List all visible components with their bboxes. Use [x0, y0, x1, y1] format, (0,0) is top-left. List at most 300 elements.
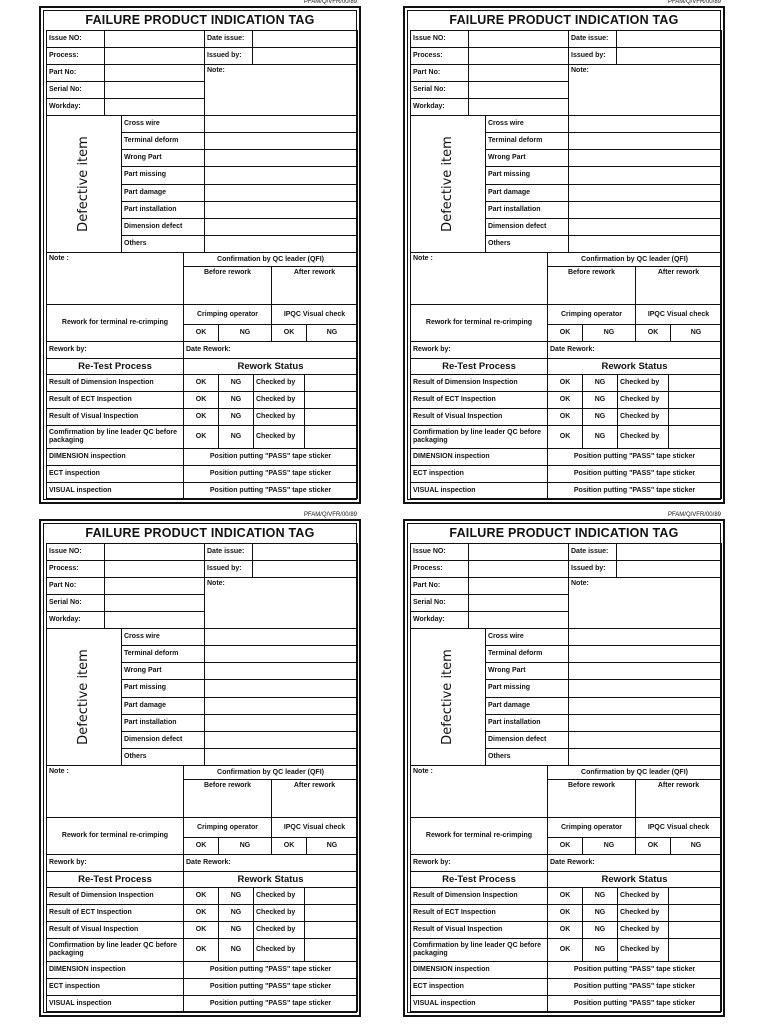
checked-by-field[interactable] — [304, 425, 358, 448]
defective-item-field[interactable] — [568, 662, 722, 679]
final-inspection-label: DIMENSION inspection — [410, 961, 547, 978]
serial-no-field[interactable] — [468, 594, 568, 611]
process-field[interactable] — [468, 560, 568, 577]
pass-sticker-area[interactable]: Position putting "PASS" tape sticker — [183, 961, 358, 978]
retest-ok-box[interactable]: OK — [547, 374, 582, 391]
defective-item-field[interactable] — [204, 184, 358, 201]
defective-item-label: Wrong Part — [485, 149, 568, 166]
tag-grid — [410, 543, 722, 1013]
after-rework-cell[interactable] — [635, 779, 722, 817]
crimping-operator-label: Crimping operator — [183, 304, 271, 324]
defective-item-field[interactable] — [568, 628, 722, 645]
crimping-ok-box[interactable]: OK — [547, 324, 582, 341]
date-issue-label: Date issue: — [204, 30, 252, 47]
part-no-label: Part No: — [410, 577, 468, 594]
serial-no-label: Serial No: — [46, 594, 104, 611]
retest-process-header: Re-Test Process — [410, 871, 547, 887]
date-rework-label: Date Rework: — [547, 854, 722, 871]
issued-by-label: Issued by: — [568, 560, 616, 577]
issue-no-label: Issue NO: — [410, 30, 468, 47]
issued-by-label: Issued by: — [204, 560, 252, 577]
process-label: Process: — [46, 560, 104, 577]
rework-terminal-label: Rework for terminal re-crimping — [410, 304, 547, 341]
retest-ok-box[interactable]: OK — [547, 921, 582, 938]
crimping-operator-label: Crimping operator — [547, 304, 635, 324]
defective-item-label: Wrong Part — [121, 662, 204, 679]
note-label: Note : — [49, 768, 69, 775]
checked-by-field[interactable] — [304, 408, 358, 425]
document-code: PFAM/Q/VFR/00/89 — [667, 0, 721, 5]
tag-frame — [403, 519, 725, 1017]
retest-row-label: Result of Dimension Inspection — [410, 887, 547, 904]
tag-title: FAILURE PRODUCT INDICATION TAG — [449, 13, 679, 27]
tag-title: FAILURE PRODUCT INDICATION TAG — [85, 526, 315, 540]
serial-no-label: Serial No: — [46, 81, 104, 98]
defective-item-field[interactable] — [204, 235, 358, 252]
retest-ng-box[interactable]: NG — [582, 408, 617, 425]
rework-terminal-label: Rework for terminal re-crimping — [410, 817, 547, 854]
part-no-label: Part No: — [410, 64, 468, 81]
tag-card-bottom-right — [403, 513, 729, 1015]
retest-row-label: Comfirmation by line leader QC before packaging — [410, 938, 547, 961]
retest-row-label: Result of ECT Inspection — [410, 391, 547, 408]
defective-item-field[interactable] — [568, 731, 722, 748]
before-rework-label: Before rework — [203, 269, 252, 276]
retest-ng-box[interactable]: NG — [218, 425, 253, 448]
after-rework-cell[interactable] — [271, 779, 358, 817]
defective-item-field[interactable] — [568, 115, 722, 132]
note-top-label: Note: — [207, 580, 225, 587]
retest-ng-box[interactable]: NG — [218, 408, 253, 425]
date-issue-label: Date issue: — [204, 543, 252, 560]
pass-sticker-area[interactable]: Position putting "PASS" tape sticker — [183, 448, 358, 465]
crimping-ng-box[interactable]: NG — [218, 837, 271, 854]
retest-ng-box[interactable]: NG — [218, 887, 253, 904]
date-issue-field[interactable] — [252, 543, 358, 560]
checked-by-field[interactable] — [304, 904, 358, 921]
defective-item-field[interactable] — [204, 679, 358, 696]
date-issue-label: Date issue: — [568, 30, 616, 47]
note-top-field[interactable] — [568, 64, 722, 115]
defective-item-field[interactable] — [204, 662, 358, 679]
ipqc-ok-box[interactable]: OK — [271, 324, 306, 341]
tag-grid — [410, 30, 722, 500]
tag-frame — [39, 6, 361, 504]
checked-by-field[interactable] — [668, 374, 722, 391]
checked-by-label: Checked by — [617, 425, 668, 448]
checked-by-field[interactable] — [304, 887, 358, 904]
final-inspection-label: DIMENSION inspection — [46, 448, 183, 465]
checked-by-field[interactable] — [668, 425, 722, 448]
issued-by-field[interactable] — [616, 560, 722, 577]
defective-item-field[interactable] — [568, 697, 722, 714]
retest-row-label: Result of ECT Inspection — [46, 904, 183, 921]
date-rework-label: Date Rework: — [183, 341, 358, 358]
defective-item-label: Cross wire — [121, 115, 204, 132]
workday-label: Workday: — [410, 98, 468, 115]
retest-process-header: Re-Test Process — [410, 358, 547, 374]
retest-row-label: Result of Dimension Inspection — [410, 374, 547, 391]
issued-by-field[interactable] — [616, 47, 722, 64]
checked-by-label: Checked by — [617, 904, 668, 921]
retest-ng-box[interactable]: NG — [218, 904, 253, 921]
ipqc-visual-label: IPQC Visual check — [271, 304, 358, 324]
issue-no-label: Issue NO: — [46, 30, 104, 47]
checked-by-label: Checked by — [617, 887, 668, 904]
process-field[interactable] — [468, 47, 568, 64]
document-code: PFAM/Q/VFR/00/89 — [667, 512, 721, 518]
qfi-confirmation-header: Confirmation by QC leader (QFI) — [183, 252, 358, 266]
retest-ng-box[interactable]: NG — [582, 904, 617, 921]
retest-ng-box[interactable]: NG — [582, 921, 617, 938]
defective-item-field[interactable] — [568, 748, 722, 765]
tag-frame — [403, 6, 725, 504]
checked-by-label: Checked by — [617, 374, 668, 391]
defective-item-label: Terminal deform — [121, 645, 204, 662]
defective-item-field[interactable] — [204, 748, 358, 765]
ipqc-ok-box[interactable]: OK — [271, 837, 306, 854]
ipqc-visual-label: IPQC Visual check — [635, 817, 722, 837]
pass-sticker-area[interactable]: Position putting "PASS" tape sticker — [547, 978, 722, 995]
rework-terminal-label: Rework for terminal re-crimping — [46, 304, 183, 341]
crimping-ng-box[interactable]: NG — [218, 324, 271, 341]
checked-by-field[interactable] — [668, 904, 722, 921]
pass-sticker-area[interactable]: Position putting "PASS" tape sticker — [547, 448, 722, 465]
part-no-field[interactable] — [104, 577, 204, 594]
part-no-field[interactable] — [104, 64, 204, 81]
defective-item-field[interactable] — [568, 235, 722, 252]
defective-item-label: Wrong Part — [121, 149, 204, 166]
process-label: Process: — [410, 47, 468, 64]
defective-item-label: Dimension defect — [485, 218, 568, 235]
rework-status-header: Rework Status — [183, 871, 358, 887]
final-inspection-label: DIMENSION inspection — [410, 448, 547, 465]
defective-item-label: Defective item — [440, 649, 456, 745]
qfi-confirmation-header: Confirmation by QC leader (QFI) — [183, 765, 358, 779]
retest-ng-box[interactable]: NG — [582, 374, 617, 391]
defective-item-block — [46, 115, 121, 252]
checked-by-field[interactable] — [668, 391, 722, 408]
defective-item-label: Part installation — [485, 714, 568, 731]
before-rework-cell[interactable] — [183, 266, 271, 304]
defective-item-label: Wrong Part — [485, 662, 568, 679]
note-top-label: Note: — [571, 580, 589, 587]
retest-ok-box[interactable]: OK — [547, 904, 582, 921]
part-no-field[interactable] — [468, 64, 568, 81]
document-code: PFAM/Q/VFR/00/89 — [303, 512, 357, 518]
defective-item-label: Others — [121, 748, 204, 765]
after-rework-cell[interactable] — [271, 266, 358, 304]
crimping-operator-label: Crimping operator — [183, 817, 271, 837]
issue-no-field[interactable] — [104, 30, 204, 47]
retest-ok-box[interactable]: OK — [547, 408, 582, 425]
defective-item-label: Defective item — [440, 136, 456, 232]
checked-by-field[interactable] — [668, 938, 722, 961]
defective-item-label: Defective item — [76, 649, 92, 745]
part-no-label: Part No: — [46, 64, 104, 81]
checked-by-label: Checked by — [253, 921, 304, 938]
ipqc-ng-box[interactable]: NG — [306, 837, 358, 854]
workday-label: Workday: — [46, 98, 104, 115]
defective-item-field[interactable] — [204, 697, 358, 714]
defective-item-field[interactable] — [204, 218, 358, 235]
rework-status-header: Rework Status — [547, 358, 722, 374]
final-inspection-label: VISUAL inspection — [46, 995, 183, 1012]
checked-by-label: Checked by — [617, 408, 668, 425]
retest-ok-box[interactable]: OK — [547, 938, 582, 961]
retest-row-label: Result of ECT Inspection — [410, 904, 547, 921]
checked-by-field[interactable] — [668, 921, 722, 938]
checked-by-field[interactable] — [304, 938, 358, 961]
final-inspection-label: VISUAL inspection — [410, 482, 547, 499]
defective-item-label: Part damage — [121, 697, 204, 714]
checked-by-field[interactable] — [304, 374, 358, 391]
tag-grid — [46, 543, 358, 1013]
tag-title: FAILURE PRODUCT INDICATION TAG — [85, 13, 315, 27]
retest-ok-box[interactable]: OK — [547, 425, 582, 448]
defective-item-field[interactable] — [568, 149, 722, 166]
defective-item-field[interactable] — [568, 166, 722, 183]
retest-row-label: Result of Dimension Inspection — [46, 887, 183, 904]
crimping-ok-box[interactable]: OK — [183, 324, 218, 341]
defective-item-field[interactable] — [568, 218, 722, 235]
checked-by-label: Checked by — [253, 391, 304, 408]
process-label: Process: — [410, 560, 468, 577]
defective-item-field[interactable] — [568, 679, 722, 696]
tag-card-top-right — [403, 0, 729, 502]
retest-row-label: Comfirmation by line leader QC before packaging — [410, 425, 547, 448]
defective-item-field[interactable] — [204, 201, 358, 218]
defective-item-field[interactable] — [204, 166, 358, 183]
defective-item-field[interactable] — [204, 628, 358, 645]
retest-ng-box[interactable]: NG — [218, 374, 253, 391]
issue-no-field[interactable] — [468, 543, 568, 560]
checked-by-field[interactable] — [668, 408, 722, 425]
note-top-field[interactable] — [204, 64, 358, 115]
tag-title: FAILURE PRODUCT INDICATION TAG — [449, 526, 679, 540]
defective-item-label: Cross wire — [121, 628, 204, 645]
checked-by-field[interactable] — [304, 921, 358, 938]
pass-sticker-area[interactable]: Position putting "PASS" tape sticker — [547, 961, 722, 978]
pass-sticker-area[interactable]: Position putting "PASS" tape sticker — [183, 465, 358, 482]
workday-label: Workday: — [410, 611, 468, 628]
date-rework-label: Date Rework: — [547, 341, 722, 358]
retest-row-label: Comfirmation by line leader QC before packaging — [46, 425, 183, 448]
defective-item-label: Dimension defect — [121, 218, 204, 235]
serial-no-field[interactable] — [104, 594, 204, 611]
qfi-confirmation-header: Confirmation by QC leader (QFI) — [547, 252, 722, 266]
note-top-label: Note: — [207, 67, 225, 74]
crimping-operator-label: Crimping operator — [547, 817, 635, 837]
ipqc-visual-label: IPQC Visual check — [271, 817, 358, 837]
defective-item-label: Part installation — [485, 201, 568, 218]
date-rework-label: Date Rework: — [183, 854, 358, 871]
crimping-ng-box[interactable]: NG — [582, 837, 635, 854]
retest-ok-box[interactable]: OK — [183, 887, 218, 904]
ipqc-ok-box[interactable]: OK — [635, 324, 670, 341]
retest-ng-box[interactable]: NG — [218, 921, 253, 938]
defective-item-label: Part damage — [485, 184, 568, 201]
issued-by-field[interactable] — [252, 560, 358, 577]
checked-by-field[interactable] — [304, 391, 358, 408]
retest-ng-box[interactable]: NG — [218, 938, 253, 961]
workday-field[interactable] — [468, 98, 568, 115]
part-no-field[interactable] — [468, 577, 568, 594]
checked-by-label: Checked by — [253, 887, 304, 904]
tag-grid — [46, 30, 358, 500]
defective-item-field[interactable] — [204, 645, 358, 662]
defective-item-label: Dimension defect — [121, 731, 204, 748]
final-inspection-label: ECT inspection — [46, 978, 183, 995]
defective-item-label: Terminal deform — [121, 132, 204, 149]
retest-ng-box[interactable]: NG — [582, 391, 617, 408]
defective-item-field[interactable] — [568, 184, 722, 201]
defective-item-label: Dimension defect — [485, 731, 568, 748]
retest-process-header: Re-Test Process — [46, 358, 183, 374]
retest-ok-box[interactable]: OK — [183, 391, 218, 408]
retest-ok-box[interactable]: OK — [183, 425, 218, 448]
workday-field[interactable] — [468, 611, 568, 628]
workday-field[interactable] — [104, 98, 204, 115]
retest-ng-box[interactable]: NG — [582, 938, 617, 961]
serial-no-field[interactable] — [468, 81, 568, 98]
ipqc-ng-box[interactable]: NG — [670, 324, 722, 341]
defective-item-label: Part damage — [121, 184, 204, 201]
retest-ok-box[interactable]: OK — [183, 921, 218, 938]
rework-by-label: Rework by: — [46, 854, 183, 871]
ipqc-ok-box[interactable]: OK — [635, 837, 670, 854]
defective-item-field[interactable] — [204, 115, 358, 132]
checked-by-label: Checked by — [253, 374, 304, 391]
date-issue-field[interactable] — [616, 30, 722, 47]
tag-card-bottom-left — [39, 513, 365, 1015]
crimping-ok-box[interactable]: OK — [183, 837, 218, 854]
retest-ng-box[interactable]: NG — [582, 425, 617, 448]
pass-sticker-area[interactable]: Position putting "PASS" tape sticker — [183, 978, 358, 995]
note-field[interactable] — [410, 252, 547, 304]
part-no-label: Part No: — [46, 577, 104, 594]
issue-no-label: Issue NO: — [46, 543, 104, 560]
before-rework-label: Before rework — [567, 782, 616, 789]
retest-ok-box[interactable]: OK — [547, 391, 582, 408]
process-field[interactable] — [104, 560, 204, 577]
defective-item-field[interactable] — [204, 132, 358, 149]
ipqc-visual-label: IPQC Visual check — [635, 304, 722, 324]
defective-item-field[interactable] — [568, 645, 722, 662]
note-label: Note : — [413, 255, 433, 262]
final-inspection-label: ECT inspection — [46, 465, 183, 482]
defective-item-field[interactable] — [204, 731, 358, 748]
retest-row-label: Result of Visual Inspection — [46, 921, 183, 938]
pass-sticker-area[interactable]: Position putting "PASS" tape sticker — [547, 465, 722, 482]
date-issue-field[interactable] — [252, 30, 358, 47]
retest-ng-box[interactable]: NG — [582, 887, 617, 904]
defective-item-field[interactable] — [568, 132, 722, 149]
note-top-field[interactable] — [568, 577, 722, 628]
retest-ok-box[interactable]: OK — [183, 408, 218, 425]
ipqc-ng-box[interactable]: NG — [670, 837, 722, 854]
issued-by-label: Issued by: — [204, 47, 252, 64]
defective-item-label: Part missing — [485, 166, 568, 183]
defective-item-block — [410, 628, 485, 765]
before-rework-cell[interactable] — [547, 266, 635, 304]
pass-sticker-area[interactable]: Position putting "PASS" tape sticker — [183, 995, 358, 1012]
pass-sticker-area[interactable]: Position putting "PASS" tape sticker — [547, 995, 722, 1012]
workday-label: Workday: — [46, 611, 104, 628]
defective-item-field[interactable] — [568, 714, 722, 731]
note-label: Note : — [413, 768, 433, 775]
note-field[interactable] — [46, 765, 183, 817]
serial-no-label: Serial No: — [410, 81, 468, 98]
retest-ng-box[interactable]: NG — [218, 391, 253, 408]
retest-ok-box[interactable]: OK — [547, 887, 582, 904]
after-rework-label: After rework — [657, 782, 700, 789]
defective-item-label: Terminal deform — [485, 645, 568, 662]
issue-no-field[interactable] — [468, 30, 568, 47]
note-field[interactable] — [410, 765, 547, 817]
defective-item-field[interactable] — [204, 714, 358, 731]
serial-no-field[interactable] — [104, 81, 204, 98]
rework-by-label: Rework by: — [410, 341, 547, 358]
note-label: Note : — [49, 255, 69, 262]
after-rework-cell[interactable] — [635, 266, 722, 304]
retest-row-label: Comfirmation by line leader QC before packaging — [46, 938, 183, 961]
issued-by-field[interactable] — [252, 47, 358, 64]
defective-item-label: Others — [121, 235, 204, 252]
defective-item-label: Defective item — [76, 136, 92, 232]
retest-ok-box[interactable]: OK — [183, 938, 218, 961]
note-top-field[interactable] — [204, 577, 358, 628]
final-inspection-label: DIMENSION inspection — [46, 961, 183, 978]
pass-sticker-area[interactable]: Position putting "PASS" tape sticker — [183, 482, 358, 499]
issue-no-label: Issue NO: — [410, 543, 468, 560]
defective-item-label: Part missing — [485, 679, 568, 696]
before-rework-cell[interactable] — [547, 779, 635, 817]
defective-item-label: Part installation — [121, 714, 204, 731]
rework-by-label: Rework by: — [46, 341, 183, 358]
ipqc-ng-box[interactable]: NG — [306, 324, 358, 341]
checked-by-field[interactable] — [668, 887, 722, 904]
issued-by-label: Issued by: — [568, 47, 616, 64]
pass-sticker-area[interactable]: Position putting "PASS" tape sticker — [547, 482, 722, 499]
crimping-ok-box[interactable]: OK — [547, 837, 582, 854]
before-rework-label: Before rework — [203, 782, 252, 789]
workday-field[interactable] — [104, 611, 204, 628]
before-rework-cell[interactable] — [183, 779, 271, 817]
defective-item-label: Part missing — [121, 166, 204, 183]
retest-process-header: Re-Test Process — [46, 871, 183, 887]
defective-item-label: Part missing — [121, 679, 204, 696]
document-code: PFAM/Q/VFR/00/89 — [303, 0, 357, 5]
defective-item-field[interactable] — [204, 149, 358, 166]
issue-no-field[interactable] — [104, 543, 204, 560]
serial-no-label: Serial No: — [410, 594, 468, 611]
defective-item-label: Part installation — [121, 201, 204, 218]
after-rework-label: After rework — [293, 782, 336, 789]
retest-ok-box[interactable]: OK — [183, 904, 218, 921]
process-field[interactable] — [104, 47, 204, 64]
date-issue-field[interactable] — [616, 543, 722, 560]
checked-by-label: Checked by — [253, 408, 304, 425]
note-field[interactable] — [46, 252, 183, 304]
crimping-ng-box[interactable]: NG — [582, 324, 635, 341]
final-inspection-label: ECT inspection — [410, 465, 547, 482]
defective-item-label: Others — [485, 235, 568, 252]
retest-ok-box[interactable]: OK — [183, 374, 218, 391]
retest-row-label: Result of Dimension Inspection — [46, 374, 183, 391]
defective-item-field[interactable] — [568, 201, 722, 218]
after-rework-label: After rework — [293, 269, 336, 276]
